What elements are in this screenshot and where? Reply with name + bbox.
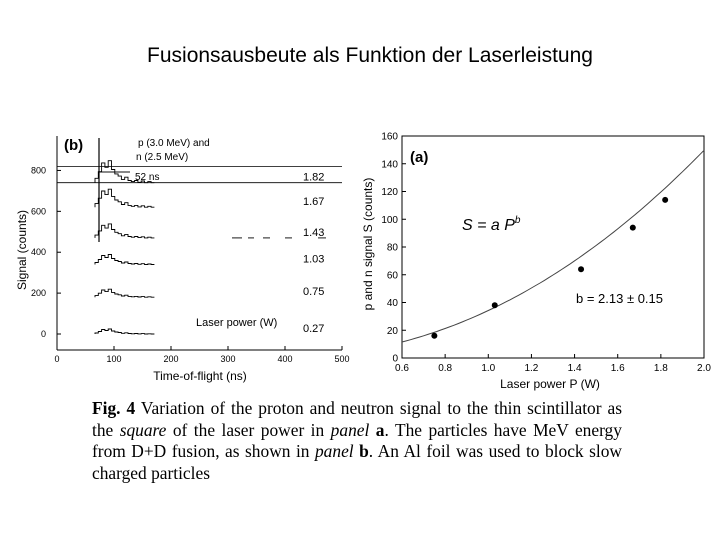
a-y-tick-label: 160 <box>381 131 398 143</box>
a-y-tick-label: 80 <box>386 242 398 254</box>
a-xlabel: Laser power P (W) <box>500 377 600 391</box>
b-legend-title: Laser power (W) <box>196 317 278 329</box>
b-y-tick-label: 200 <box>30 288 46 299</box>
b-y-tick-label: 0 <box>40 329 46 339</box>
b-x-tick-label: 0 <box>54 354 60 364</box>
a-equation-main: S = a P <box>462 217 515 234</box>
a-fit-curve <box>402 150 704 342</box>
b-series-label: 1.82 <box>303 171 325 184</box>
a-data-point <box>431 333 437 339</box>
a-y-tick-label: 60 <box>386 270 398 282</box>
chart-a-signal-vs-power <box>350 120 720 395</box>
b-trace <box>95 255 154 265</box>
b-annotation-52ns: 52 ns <box>135 172 160 183</box>
a-x-tick-label: 0.6 <box>395 363 409 374</box>
b-annotation-line1: p (3.0 MeV) and <box>138 138 210 149</box>
b-x-tick-label: 500 <box>334 354 350 364</box>
b-annotation-line2: n (2.5 MeV) <box>136 152 189 163</box>
b-series-label: 0.27 <box>303 323 325 335</box>
b-trace <box>95 189 154 207</box>
b-xlabel: Time-of-flight (ns) <box>153 369 247 383</box>
a-data-point <box>492 302 498 308</box>
b-series-label: 1.43 <box>303 226 325 239</box>
a-y-tick-label: 120 <box>381 187 398 198</box>
b-trace <box>95 224 154 238</box>
caption-label: Fig. 4 <box>92 398 136 418</box>
a-plot-frame <box>402 136 704 358</box>
a-x-tick-label: 1.4 <box>567 363 582 374</box>
a-y-tick-label: 140 <box>381 159 398 171</box>
b-trace <box>95 289 154 297</box>
b-x-tick-label: 400 <box>277 354 293 364</box>
a-x-tick-label: 2.0 <box>697 363 711 374</box>
b-panel-label: (b) <box>64 137 84 154</box>
a-data-point <box>578 266 584 272</box>
a-x-tick-label: 1.6 <box>610 363 625 374</box>
b-x-tick-label: 300 <box>220 354 236 364</box>
b-ylabel: Signal (counts) <box>15 209 29 291</box>
b-series-label: 1.03 <box>303 253 325 266</box>
slide-title: Fusionsausbeute als Funktion der Laserleistung <box>147 44 593 67</box>
b-y-tick-label: 600 <box>30 206 46 217</box>
chart-b-time-of-flight <box>0 120 350 390</box>
a-fit-label: b = 2.13 ± 0.15 <box>576 291 664 306</box>
a-y-tick-label: 20 <box>386 325 398 337</box>
a-y-tick-label: 100 <box>381 214 398 226</box>
a-x-tick-label: 0.8 <box>438 363 453 374</box>
a-equation <box>462 215 521 234</box>
figure-caption: Fig. 4 Variation of the proton and neutron signal to the thin scintillator as the square of the laser power in panel a. The particles have MeV energy from D+D fusion, as shown in panel b. An Al foil was used to block slow charged particles <box>92 398 622 483</box>
a-x-tick-label: 1.8 <box>653 363 668 374</box>
a-equation-exponent: b <box>514 215 521 226</box>
b-x-tick-label: 100 <box>106 354 122 364</box>
a-x-tick-label: 1.2 <box>524 363 539 374</box>
a-y-tick-label: 0 <box>392 353 398 365</box>
b-x-tick-label: 200 <box>163 354 179 364</box>
b-series-label: 1.67 <box>303 196 325 209</box>
a-x-tick-label: 1.0 <box>481 363 496 374</box>
b-y-tick-label: 400 <box>30 247 46 258</box>
a-ylabel: p and n signal S (counts) <box>361 177 375 311</box>
a-data-point <box>630 225 636 231</box>
a-panel-label: (a) <box>410 149 429 166</box>
b-series-label: 0.75 <box>303 286 325 299</box>
a-data-point <box>662 197 668 203</box>
a-y-tick-label: 40 <box>386 298 398 309</box>
b-trace <box>95 329 154 334</box>
b-y-tick-label: 800 <box>30 165 46 176</box>
